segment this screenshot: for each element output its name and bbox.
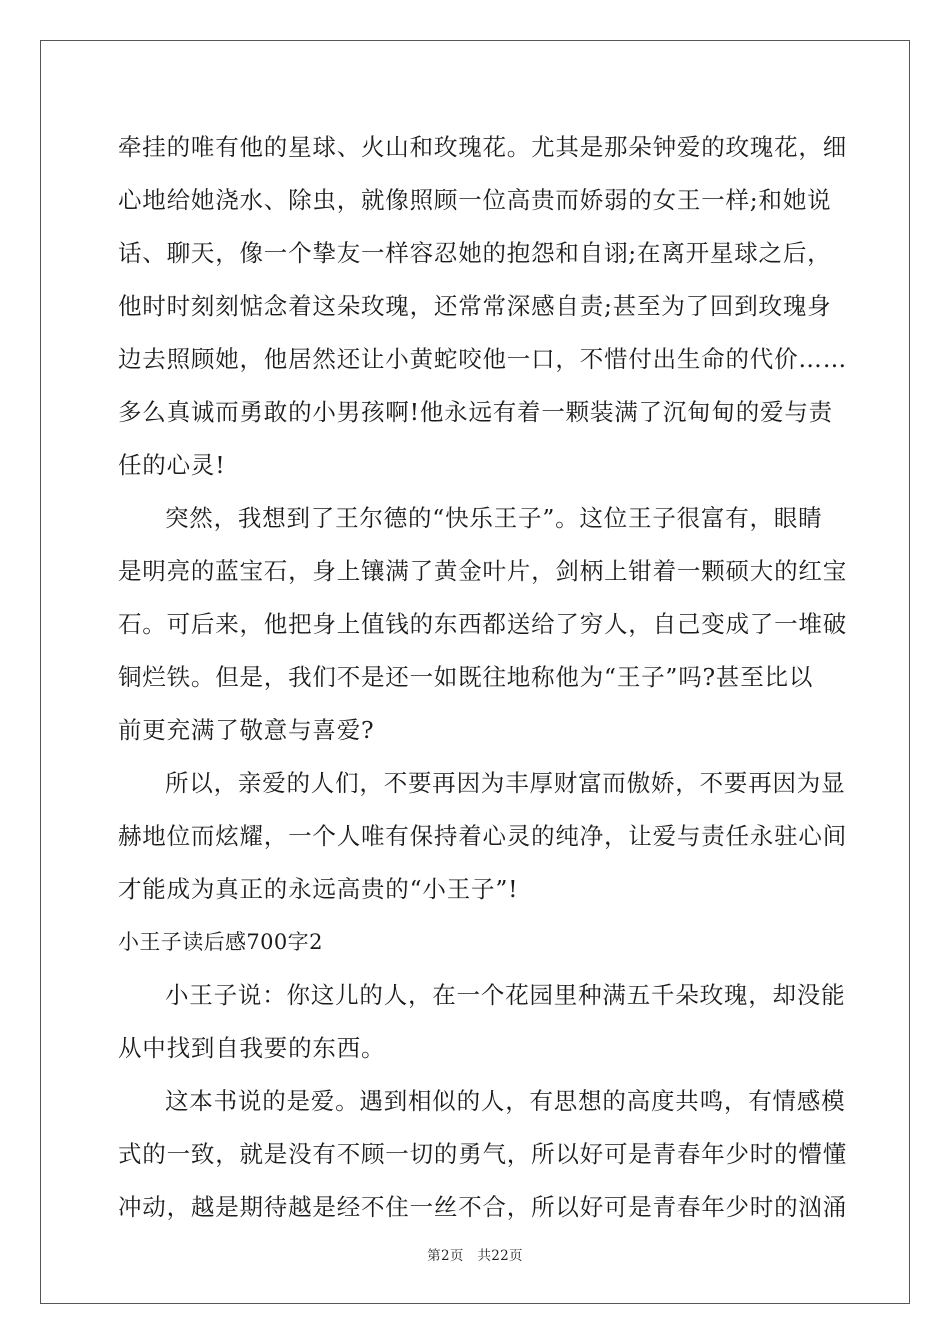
- text-line: 小王子说：你这儿的人，在一个花园里种满五千朵玫瑰，却没能: [165, 981, 846, 1009]
- text-line: 话、聊天，像一个挚友一样容忍她的抱怨和自诩;在离开星球之后，: [118, 239, 832, 267]
- text-line: 这本书说的是爱。遇到相似的人，有思想的高度共鸣，有情感模: [165, 1087, 846, 1115]
- text-line: 所以，亲爱的人们，不要再因为丰厚财富而傲娇，不要再因为显: [165, 769, 846, 797]
- paragraph: [118, 975, 846, 1081]
- paragraph: [118, 127, 847, 498]
- heading-text: 小王子读后感700字2: [118, 930, 323, 954]
- text-line: 他时时刻刻惦念着这朵玫瑰，还常常深感自责;甚至为了回到玫瑰身: [118, 292, 832, 320]
- section-heading: [118, 922, 834, 975]
- text-line: 前更充满了敬意与喜爱?: [118, 716, 375, 744]
- paragraph: [118, 498, 847, 763]
- text-line: 冲动，越是期待越是经不住一丝不合，所以好可是青春年少时的汹涌: [118, 1193, 847, 1221]
- text-line: 式的一致，就是没有不顾一切的勇气，所以好可是青春年少时的懵懂: [118, 1140, 847, 1168]
- text-line: 才能成为真正的永远高贵的“小王子”!: [118, 875, 519, 903]
- text-line: 牵挂的唯有他的星球、火山和玫瑰花。尤其是那朵钟爱的玫瑰花，细: [118, 133, 847, 161]
- page-number: 第2页 共22页: [427, 1248, 523, 1264]
- page-footer: [0, 1244, 950, 1264]
- text-line: 边去照顾她，他居然还让小黄蛇咬他一口，不惜付出生命的代价……: [118, 345, 847, 373]
- text-line: 心地给她浇水、除虫，就像照顾一位高贵而娇弱的女王一样;和她说: [118, 186, 832, 214]
- paragraph: [118, 1081, 847, 1240]
- text-line: 石。可后来，他把身上值钱的东西都送给了穷人，自己变成了一堆破: [118, 610, 847, 638]
- text-line: 赫地位而炫耀，一个人唯有保持着心灵的纯净，让爱与责任永驻心间: [118, 822, 847, 850]
- text-line: 是明亮的蓝宝石，身上镶满了黄金叶片，剑柄上钳着一颗硕大的红宝: [118, 557, 847, 585]
- text-line: 铜烂铁。但是，我们不是还一如既往地称他为“王子”吗?甚至比以: [118, 663, 814, 691]
- text-line: 突然，我想到了王尔德的“快乐王子”。这位王子很富有，眼睛: [165, 504, 823, 532]
- text-line: 任的心灵!: [118, 451, 226, 479]
- document-body: [118, 127, 847, 1240]
- text-line: 从中找到自我要的东西。: [118, 1034, 386, 1062]
- paragraph: [118, 763, 847, 922]
- text-line: 多么真诚而勇敢的小男孩啊!他永远有着一颗装满了沉甸甸的爱与责: [118, 398, 833, 426]
